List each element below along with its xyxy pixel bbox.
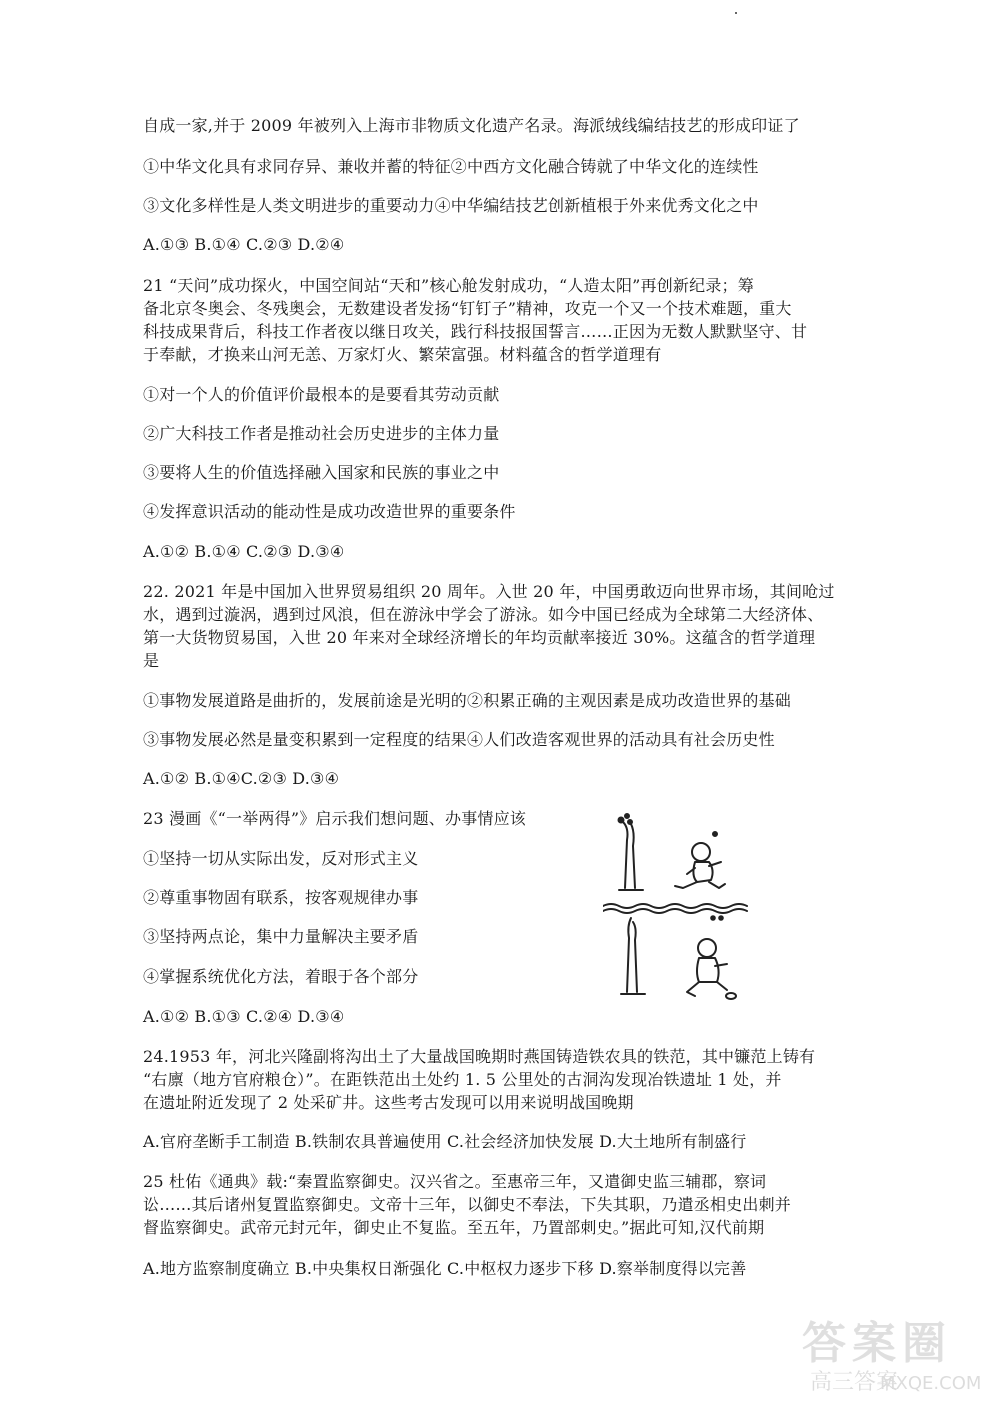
sitting-man-icon bbox=[687, 916, 736, 999]
q21-answers: A.①② B.①④ C.②③ D.③④ bbox=[143, 542, 345, 561]
q20-stem-line: 自成一家,并于 2009 年被列入上海市非物质文化遗产名录。海派绒线编结技艺的形成印证了 bbox=[143, 116, 800, 135]
watermark-main: 答案圈 bbox=[802, 1318, 952, 1369]
q23-stem: 23 漫画《“一举两得”》启示我们想问题、办事情应该 bbox=[143, 809, 527, 828]
q22-answers: A.①② B.①④C.②③ D.③④ bbox=[143, 769, 340, 788]
q22-option-1-2: ①事物发展道路是曲折的，发展前途是光明的②积累正确的主观因素是成功改造世界的基础 bbox=[143, 691, 792, 710]
q21-stem-line-3: 科技成果背后，科技工作者夜以继日攻关，践行科技报国誓言……正因为无数人默默坚守、甘 bbox=[143, 322, 808, 341]
q22-stem-line-4: 是 bbox=[143, 651, 160, 670]
q23-option-3: ③坚持两点论，集中力量解决主要矛盾 bbox=[143, 927, 419, 946]
q25-answers: A.地方监察制度确立 B.中央集权日渐强化 C.中枢权力逐步下移 D.察举制度得以完善 bbox=[143, 1259, 747, 1278]
bare-tree-icon bbox=[621, 918, 645, 994]
panel-divider bbox=[603, 904, 747, 908]
watermark-logo bbox=[802, 1307, 982, 1402]
q21-option-2: ②广大科技工作者是推动社会历史进步的主体力量 bbox=[143, 424, 500, 443]
q22-stem-line-2: 水，遇到过漩涡，遇到过风浪，但在游泳中学会了游泳。如今中国已经成为全球第二大经济体、 bbox=[143, 605, 824, 624]
q25-stem-line-3: 督监察御史。武帝元封元年，御史止不复监。至五年，乃置部刺史。”据此可知,汉代前期 bbox=[143, 1218, 765, 1237]
q24-stem-line-1: 24.1953 年，河北兴隆副将沟出土了大量战国晚期时燕国铸造铁农具的铁范，其中镰范上铸有 bbox=[143, 1047, 816, 1066]
cartoon-illustration bbox=[603, 810, 753, 1010]
q24-answers: A.官府垄断手工制造 B.铁制农具普遍使用 C.社会经济加快发展 D.大土地所有制盛行 bbox=[143, 1132, 747, 1151]
q21-option-1: ①对一个人的价值评价最根本的是要看其劳动贡献 bbox=[143, 385, 500, 404]
q22-option-3-4: ③事物发展必然是量变积累到一定程度的结果④人们改造客观世界的活动具有社会历史性 bbox=[143, 730, 775, 749]
q20-option-1-2: ①中华文化具有求同存异、兼收并蓄的特征②中西方文化融合铸就了中华文化的连续性 bbox=[143, 157, 759, 176]
q25-stem-line-1: 25 杜佑《通典》载:“秦置监察御史。汉兴省之。至惠帝三年，又遣御史监三辅郡，察词 bbox=[143, 1172, 767, 1191]
q23-answers: A.①② B.①③ C.②④ D.③④ bbox=[143, 1007, 345, 1026]
q23-option-4: ④掌握系统优化方法，着眼于各个部分 bbox=[143, 967, 419, 986]
watermark-url: MXQE.COM bbox=[880, 1373, 982, 1394]
running-man-icon bbox=[675, 832, 725, 888]
q22-stem-line-3: 第一大货物贸易国，入世 20 年来对全球经济增长的年均贡献率接近 30%。这蕴含的哲学道理 bbox=[143, 628, 816, 647]
q21-stem-line-1: 21 “天问”成功探火，中国空间站“天和”核心舱发射成功，“人造太阳”再创新纪录；筹 bbox=[143, 276, 754, 295]
q23-option-1: ①坚持一切从实际出发，反对形式主义 bbox=[143, 849, 419, 868]
q21-option-3: ③要将人生的价值选择融入国家和民族的事业之中 bbox=[143, 463, 500, 482]
tree-with-fruit-icon bbox=[619, 814, 644, 890]
q24-stem-line-2: “右廪（地方官府粮仓）”。在距铁范出土处约 1. 5 公里处的古洞沟发现冶铁遗址 1 处，并 bbox=[143, 1070, 782, 1089]
q24-stem-line-3: 在遗址附近发现了 2 处采矿井。这些考古发现可以用来说明战国晚期 bbox=[143, 1093, 634, 1112]
q21-option-4: ④发挥意识活动的能动性是成功改造世界的重要条件 bbox=[143, 502, 516, 521]
q21-stem-line-4: 于奉献，才换来山河无恙、万家灯火、繁荣富强。材料蕴含的哲学道理有 bbox=[143, 345, 662, 364]
watermark-sub: 高三答案 bbox=[810, 1370, 899, 1395]
q22-stem-line-1: 22. 2021 年是中国加入世界贸易组织 20 周年。入世 20 年，中国勇敢迈向世界市场，其间呛过 bbox=[143, 582, 835, 601]
q25-stem-line-2: 讼……其后诸州复置监察御史。文帝十三年，以御史不奉法，下失其职，乃遣丞相史出刺并 bbox=[143, 1195, 792, 1214]
q20-option-3-4: ③文化多样性是人类文明进步的重要动力④中华编结技艺创新植根于外来优秀文化之中 bbox=[143, 196, 759, 215]
scan-dot bbox=[735, 12, 737, 14]
q20-answers: A.①③ B.①④ C.②③ D.②④ bbox=[143, 235, 345, 254]
q21-stem-line-2: 备北京冬奥会、冬残奥会，无数建设者发扬“钉钉子”精神，攻克一个又一个技术难题，重大 bbox=[143, 299, 792, 318]
q23-option-2: ②尊重事物固有联系，按客观规律办事 bbox=[143, 888, 419, 907]
